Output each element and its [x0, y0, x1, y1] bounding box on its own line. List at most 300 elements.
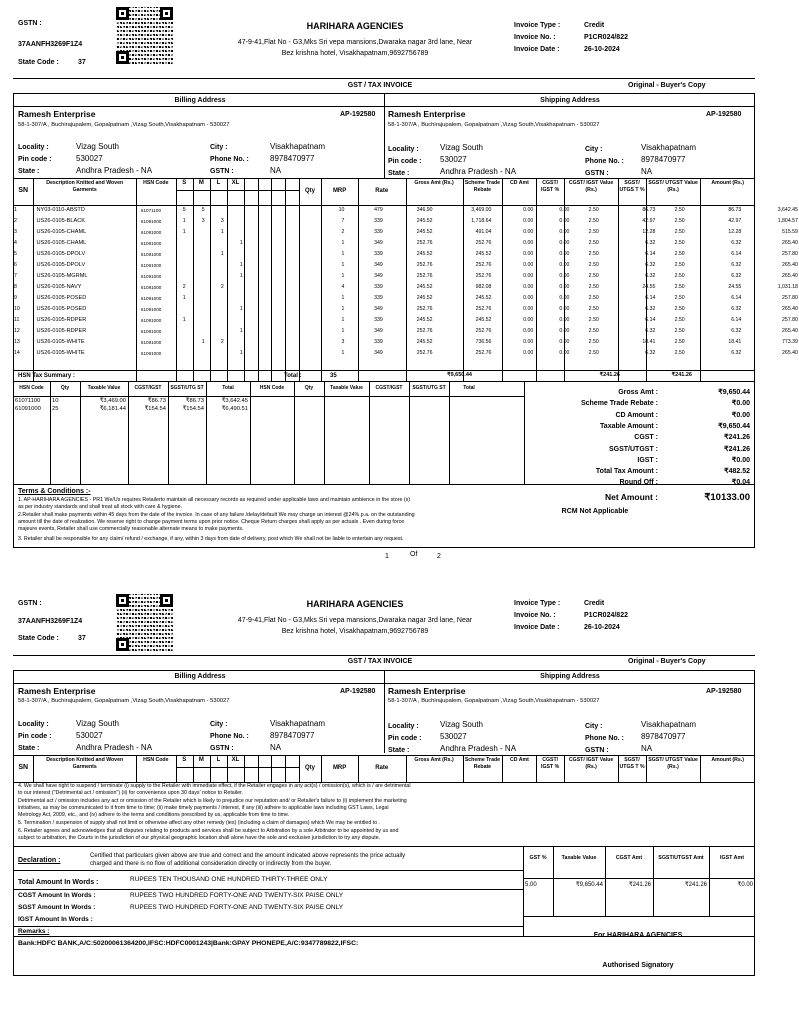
column-divider [258, 205, 259, 381]
cell-s [182, 337, 201, 348]
billing-phone-label: Phone No. : [210, 733, 249, 740]
cell-amount: 1,804.57 [777, 218, 798, 224]
cell-mrp: 339 [374, 317, 383, 323]
cell-e3 [289, 348, 305, 359]
cell-amount: 265.40 [782, 350, 798, 356]
hsn-cell-sgst: ₹154.54 [182, 406, 204, 412]
cell-e3 [289, 249, 305, 260]
cell-sgst_val: 6.32 [731, 328, 742, 334]
cell-amount: 265.40 [782, 306, 798, 312]
declaration-label: Declaration : [18, 857, 61, 864]
hsn-header: Qty [304, 385, 314, 391]
state-code-value: 37 [78, 59, 86, 66]
tax-table-cell: ₹9,650.44 [575, 882, 603, 888]
cell-cgst_pct: 2.50 [588, 218, 599, 224]
cell-qty: 1 [341, 328, 345, 334]
cell-e4 [305, 205, 321, 216]
header-l: L [216, 757, 221, 763]
cell-m: 1 [201, 339, 205, 345]
shipping-code: AP-192580 [706, 688, 742, 695]
summary-label: IGST : [637, 456, 658, 464]
hsn-header: Total [222, 385, 234, 391]
invoice-type-value: Credit [584, 600, 605, 607]
cell-cgst_val: 6.32 [645, 240, 656, 246]
cell-e4 [305, 337, 321, 348]
tax-table-divider [523, 916, 755, 917]
cell-l: 2 [220, 339, 224, 345]
hsn-cell-total: ₹6,490.51 [221, 406, 248, 412]
cell-e4 [305, 315, 321, 326]
cell-sn: 3 [14, 229, 17, 235]
cell-amount: 265.40 [782, 273, 798, 279]
summary-label: Taxable Amount : [600, 422, 658, 430]
cell-hsn: 61091000 [140, 274, 162, 279]
cell-xl [239, 293, 258, 304]
hsn-cell-cgst: ₹86.73 [147, 398, 166, 404]
cell-cgst_val: 86.73 [642, 207, 656, 213]
billing-address: 58-1-307/A , Buchirajupalem, Gopalpatnam ,Vizag South,Visakhapatnam - 530027 [18, 122, 230, 128]
cell-cgst_pct: 2.50 [588, 317, 599, 323]
size-divider [176, 767, 299, 768]
copy-label: Original - Buyer's Copy [628, 82, 706, 89]
header-rebate: Scheme Trade Rebate [464, 757, 501, 770]
cell-cgst_val: 6.32 [645, 262, 656, 268]
billing-title: Billing Address [174, 97, 226, 104]
cell-sgst_pct: 2.50 [674, 350, 685, 356]
cell-e3 [289, 326, 305, 337]
column-divider [463, 205, 464, 381]
header-sgst_pct: SGST/ UTGS T % [619, 757, 645, 770]
shipping-city: Visakhapatnam [641, 720, 696, 729]
billing-state: Andhra Pradesh - NA [76, 166, 153, 175]
shipping-state-label: State : [388, 747, 410, 754]
cell-desc: US26-0105-NAVY [36, 284, 82, 290]
cell-e3 [289, 304, 305, 315]
cell-sn: 11 [14, 317, 20, 323]
cell-sn: 7 [14, 273, 17, 279]
cell-e2 [274, 271, 290, 282]
bank-details: Bank:HDFC BANK,A/C:50200061364200,IFSC:HDFC0001243|Bank:GPAY PHONEPE,A/C:9347789822,IFSC: [18, 940, 359, 947]
cell-cgst_pct: 2.50 [588, 350, 599, 356]
terms-line: as per industry standards and shall treat all stock with care & hygiene. [18, 504, 182, 510]
header-hsn: HSN Code [143, 757, 169, 763]
cell-desc: US26-0105-POSED [36, 295, 87, 301]
size-divider [176, 190, 299, 191]
cell-cgst_val: 24.55 [642, 284, 656, 290]
cell-cd: 0.00 [559, 273, 570, 279]
cell-rate: 252.76 [416, 350, 433, 356]
shipping-title: Shipping Address [540, 673, 600, 680]
cell-cgst_pct: 2.50 [588, 229, 599, 235]
cell-l [220, 315, 239, 326]
cell-cgst_pct: 2.50 [588, 240, 599, 246]
cell-cd: 0.00 [559, 284, 570, 290]
billing-pincode-label: Pin code : [18, 733, 52, 740]
column-divider [210, 205, 211, 381]
header-rate: Rate [375, 188, 389, 194]
column-divider [206, 381, 207, 484]
cell-amount: 773.39 [782, 339, 798, 345]
terms-line: 3. Retailer shall be responsible for any claim/ refund / exchange, if any, within 3 days from date of delivery, post which We shall not be liable to entertain any request. [18, 536, 404, 542]
header-cd: CD Amt [510, 180, 529, 186]
cell-l [220, 326, 239, 337]
cell-desc: US26-0105-POSED [36, 306, 87, 312]
billing-gstn: NA [270, 166, 282, 175]
column-divider [449, 381, 450, 484]
billing-locality: Vizag South [76, 719, 119, 728]
column-divider [285, 205, 286, 381]
cell-e2 [274, 282, 290, 293]
cell-rate: 245.52 [416, 229, 433, 235]
shipping-gstn: NA [641, 744, 653, 753]
cell-qty: 1 [341, 350, 345, 356]
total-cgst: ₹241.26 [599, 372, 620, 378]
cell-cgst_pct: 2.50 [588, 295, 599, 301]
terms-line: majeure events, Retailer shall use commercially reasonable alternate means to make payments. [18, 526, 244, 532]
cell-desc: US26-0105-DPOLV [36, 262, 86, 268]
cell-l [220, 260, 239, 271]
header-cgst_pct: CGST/ IGST % [541, 757, 560, 770]
hsn-header: CGST/IGST [375, 385, 403, 391]
summary-label: CD Amount : [615, 411, 658, 419]
cell-cgst_pct: 2.50 [588, 284, 599, 290]
hsn-header: HSN Code [19, 385, 44, 391]
cell-xl: 1 [239, 240, 243, 246]
shipping-pincode-label: Pin code : [388, 158, 422, 165]
shipping-state-label: State : [388, 170, 410, 177]
shipping-code: AP-192580 [706, 111, 742, 118]
billing-pincode: 530027 [76, 731, 103, 740]
cell-xl [239, 337, 258, 348]
cell-cd: 0.00 [559, 251, 570, 257]
shipping-locality: Vizag South [440, 143, 483, 152]
doc-title: GST / TAX INVOICE [347, 82, 413, 89]
column-divider [271, 205, 272, 381]
cell-sgst_pct: 2.50 [674, 218, 685, 224]
cell-gross: 3,469.00 [471, 207, 492, 213]
copy-label: Original - Buyer's Copy [628, 658, 706, 665]
cell-e4 [305, 348, 321, 359]
cell-rebate: 0.00 [523, 240, 534, 246]
cell-desc: US26-0105-BLACK [36, 218, 85, 224]
cell-qty: 1 [341, 262, 345, 268]
invoice-no-label: Invoice No. : [514, 612, 556, 619]
cell-rebate: 0.00 [523, 207, 534, 213]
cell-m: 3 [201, 218, 205, 224]
cell-mrp: 479 [374, 207, 383, 213]
cell-mrp: 339 [374, 295, 383, 301]
shipping-locality-label: Locality : [388, 146, 419, 153]
hsn-header: SGST/UTG ST [170, 385, 204, 391]
cell-xl [239, 282, 258, 293]
shipping-name: Ramesh Enterprise [388, 686, 466, 696]
terms-line: Detrimental act / omission includes any act or omission of the Retailer which is likely to prejudice our reputation and/ or Retailer's failure to (i) implement the marketing [18, 798, 407, 804]
cell-sgst_pct: 2.50 [674, 339, 685, 345]
cell-rate: 252.76 [416, 240, 433, 246]
header-s: S [182, 757, 187, 763]
cell-cgst_val: 42.97 [642, 218, 656, 224]
summary-label: Total Tax Amount : [595, 468, 658, 476]
gstin-label: GSTN : [18, 600, 42, 607]
terms-line: Metrology Act, 2009, etc., and (iv) adhere to the terms and conditions prescribed by us, applicable from time to time. [18, 812, 290, 818]
cell-cgst_val: 6.32 [645, 350, 656, 356]
column-divider [80, 381, 81, 484]
column-divider [168, 381, 169, 484]
total-sgst: ₹241.26 [671, 372, 692, 378]
cell-sgst_val: 86.73 [728, 207, 742, 213]
cell-sgst_pct: 2.50 [674, 262, 685, 268]
terms-line: subject to arbitration, the Courts in the jurisdiction of our physical geographic location shall alone have the sole and exclusive jurisdiction to try any dispute. [18, 835, 381, 841]
header-amount: Amount (Rs.) [711, 757, 744, 763]
shipping-gstn: NA [641, 167, 653, 176]
cell-s: 1 [182, 218, 186, 224]
cell-cgst_pct: 2.50 [588, 207, 599, 213]
header-cgst_val: CGST/ IGST Value (Rs.) [568, 180, 614, 193]
cell-s [182, 348, 201, 359]
authorised-signatory: Authorised Signatory [602, 962, 674, 969]
cell-sgst_val: 6.14 [731, 317, 742, 323]
column-divider [406, 205, 407, 381]
cell-hsn: 61091000 [140, 307, 162, 312]
cell-e2 [274, 326, 290, 337]
column-divider [299, 205, 300, 381]
hsn-cell-cgst: ₹154.54 [144, 406, 166, 412]
summary-value: ₹0.00 [731, 456, 750, 464]
cell-cd: 0.00 [559, 328, 570, 334]
net-amount-label: Net Amount : [604, 492, 658, 502]
cell-xl [239, 227, 258, 238]
state-code-label: State Code : [18, 59, 59, 66]
header-cgst_val: CGST/ IGST Value (Rs.) [568, 757, 614, 770]
invoice-date-label: Invoice Date : [514, 46, 560, 53]
cell-e2 [274, 315, 290, 326]
cell-qty: 1 [341, 240, 345, 246]
header-sgst_val: SGST/ UTGST Value (Rs.) [648, 757, 698, 770]
column-divider [193, 205, 194, 381]
cell-e2 [274, 293, 290, 304]
hsn-header: HSN Code [259, 385, 285, 391]
shipping-city-label: City : [585, 146, 603, 153]
cell-e4 [305, 326, 321, 337]
company-name: HARIHARA AGENCIES [306, 599, 404, 609]
for-company: For HARIHARA AGENCIES [593, 932, 683, 939]
cell-qty: 1 [341, 295, 345, 301]
state-code-label: State Code : [18, 635, 59, 642]
terms-title: Terms & Conditions :- [18, 488, 91, 495]
hsn-cell-hsn: 61071100 [15, 398, 41, 404]
cell-rate: 245.52 [416, 295, 433, 301]
shipping-state: Andhra Pradesh - NA [440, 167, 517, 176]
cell-cgst_val: 18.41 [642, 339, 656, 345]
tax-table-cell: ₹0.00 [737, 882, 753, 888]
cell-sn: 13 [14, 339, 20, 345]
tax-table-header: CGST Amt [615, 855, 643, 861]
cell-hsn: 61091000 [140, 219, 162, 224]
shipping-gstn-label: GSTN : [585, 170, 609, 177]
summary-label: Scheme Trade Rebate : [580, 400, 658, 408]
cell-sgst_val: 24.55 [728, 284, 742, 290]
cell-rate: 245.52 [416, 339, 433, 345]
column-divider [294, 381, 295, 484]
company-name: HARIHARA AGENCIES [306, 21, 404, 31]
total-gross: ₹9,650.44 [447, 372, 472, 378]
cell-sgst_pct: 2.50 [674, 295, 685, 301]
billing-locality: Vizag South [76, 142, 119, 151]
company-address-line1: 47-9-41,Flat No - G3,Mks Sri vepa mansions,Dwaraka nagar 3rd lane, Near [237, 39, 473, 46]
column-divider [176, 205, 177, 381]
header-sgst_val: SGST/ UTGST Value (Rs.) [648, 180, 698, 193]
cell-cgst_pct: 2.50 [588, 328, 599, 334]
header-gross: Gross Amt (Rs.) [414, 180, 454, 186]
cell-sn: 5 [14, 251, 17, 257]
cell-e4 [305, 249, 321, 260]
cell-rebate: 0.00 [523, 229, 534, 235]
cell-sgst_pct: 2.50 [674, 207, 685, 213]
cell-amount: 265.40 [782, 262, 798, 268]
cell-rebate: 0.00 [523, 251, 534, 257]
summary-value: ₹241.26 [724, 434, 750, 442]
header-mrp: MRP [332, 188, 347, 194]
cell-e4 [305, 260, 321, 271]
hsn-header: Qty [60, 385, 70, 391]
header-m: M [198, 757, 204, 763]
total-words: RUPEES TEN THOUSAND ONE HUNDRED THIRTY-THREE ONLY [130, 876, 328, 883]
summary-value: ₹241.26 [724, 445, 750, 453]
net-amount-value: ₹10133.00 [704, 492, 750, 503]
billing-city-label: City : [210, 721, 228, 728]
cell-xl: 1 [239, 262, 243, 268]
header-mrp: MRP [332, 765, 347, 771]
billing-pincode: 530027 [76, 154, 103, 163]
shipping-pincode: 530027 [440, 732, 467, 741]
cell-s [182, 238, 201, 249]
cell-sgst_pct: 2.50 [674, 240, 685, 246]
billing-state: Andhra Pradesh - NA [76, 743, 153, 752]
column-divider [258, 178, 259, 205]
cell-sn: 9 [14, 295, 17, 301]
cell-mrp: 349 [374, 262, 383, 268]
cell-mrp: 349 [374, 350, 383, 356]
cell-amount: 515.59 [782, 229, 798, 235]
cell-rate: 245.52 [416, 284, 433, 290]
cell-gross: 252.76 [475, 273, 492, 279]
cell-desc: US26-0105-RDPER [36, 328, 87, 334]
invoice-date-value: 26-10-2024 [584, 624, 620, 631]
hsn-summary-label: HSN Tax Summary : [18, 373, 75, 379]
cell-rate: 252.76 [416, 306, 433, 312]
cell-e3 [289, 260, 305, 271]
cell-s: 1 [182, 317, 186, 323]
header-xl: XL [231, 757, 240, 763]
cell-cgst_val: 6.14 [645, 295, 656, 301]
cell-e4 [305, 282, 321, 293]
company-address-line1: 47-9-41,Flat No - G3,Mks Sri vepa mansions,Dwaraka nagar 3rd lane, Near [237, 617, 473, 624]
column-divider [369, 381, 370, 484]
hsn-header: Taxable Value [330, 385, 363, 391]
billing-locality-label: Locality : [18, 144, 49, 151]
cell-sgst_val: 6.32 [731, 350, 742, 356]
tax-table-header: Taxable Value [561, 855, 597, 861]
shipping-phone-label: Phone No. : [585, 158, 624, 165]
shipping-title: Shipping Address [540, 97, 600, 104]
cell-sn: 8 [14, 284, 17, 290]
cell-gross: 252.76 [475, 262, 492, 268]
shipping-phone: 8978470977 [641, 732, 686, 741]
header-xl: XL [231, 180, 240, 186]
total-qty: 35 [330, 373, 337, 379]
cell-sgst_pct: 2.50 [674, 229, 685, 235]
billing-pincode-label: Pin code : [18, 156, 52, 163]
billing-gstn-label: GSTN : [210, 168, 234, 175]
cell-gross: 982.08 [475, 284, 492, 290]
cell-gross: 252.76 [475, 328, 492, 334]
cell-amount: 265.40 [782, 328, 798, 334]
cell-hsn: 61091000 [140, 285, 162, 290]
remarks-label: Remarks : [18, 928, 50, 935]
cell-l: 1 [220, 229, 224, 235]
cell-desc: NY03-0110-ABSTD [36, 207, 85, 213]
cell-e2 [274, 238, 290, 249]
tax-table-header: SGST/UTGST Amt [658, 855, 704, 861]
cell-hsn: 61091000 [140, 230, 162, 235]
cell-cgst_val: 6.32 [645, 273, 656, 279]
cell-e4 [305, 227, 321, 238]
cell-mrp: 339 [374, 284, 383, 290]
cell-sn: 12 [14, 328, 20, 334]
shipping-city: Visakhapatnam [641, 143, 696, 152]
cell-e4 [305, 304, 321, 315]
cell-s [182, 304, 201, 315]
billing-city: Visakhapatnam [270, 142, 325, 151]
hsn-header: Total [463, 385, 475, 391]
billing-code: AP-192580 [340, 111, 376, 118]
column-divider [618, 205, 619, 381]
hsn-cell-qty: 10 [52, 398, 59, 404]
billing-city-label: City : [210, 144, 228, 151]
invoice-type-label: Invoice Type : [514, 600, 561, 607]
cell-cgst_val: 6.14 [645, 317, 656, 323]
cell-sgst_val: 42.97 [728, 218, 742, 224]
summary-label: Gross Amt : [618, 389, 658, 396]
qr-code-icon [116, 7, 173, 64]
cell-hsn: 61091000 [140, 241, 162, 246]
column-divider [271, 178, 272, 205]
cell-sgst_pct: 2.50 [674, 284, 685, 290]
column-divider [227, 205, 228, 381]
cell-e3 [289, 216, 305, 227]
cell-rebate: 0.00 [523, 339, 534, 345]
column-divider [285, 755, 286, 782]
cell-cgst_val: 6.32 [645, 328, 656, 334]
tax-table-header: GST % [529, 855, 547, 861]
cell-l [220, 293, 239, 304]
cell-sgst_pct: 2.50 [674, 251, 685, 257]
cell-rebate: 0.00 [523, 306, 534, 312]
cell-xl: 1 [239, 350, 243, 356]
cell-desc: US26-0105-CHAML [36, 240, 87, 246]
cell-e4 [305, 271, 321, 282]
billing-state-label: State : [18, 745, 40, 752]
shipping-address: 58-1-307/A , Buchirajupalem, Gopalpatnam ,Vizag South,Visakhapatnam - 530027 [388, 698, 600, 704]
shipping-address: 58-1-307/A , Buchirajupalem, Gopalpatnam ,Vizag South,Visakhapatnam - 530027 [388, 122, 600, 128]
billing-title: Billing Address [174, 673, 226, 680]
cell-e3 [289, 282, 305, 293]
column-divider [646, 205, 647, 381]
cell-s [182, 260, 201, 271]
cell-e2 [274, 227, 290, 238]
header-desc: Description Knitted and Woven Garments [46, 757, 124, 770]
column-divider [409, 381, 410, 484]
